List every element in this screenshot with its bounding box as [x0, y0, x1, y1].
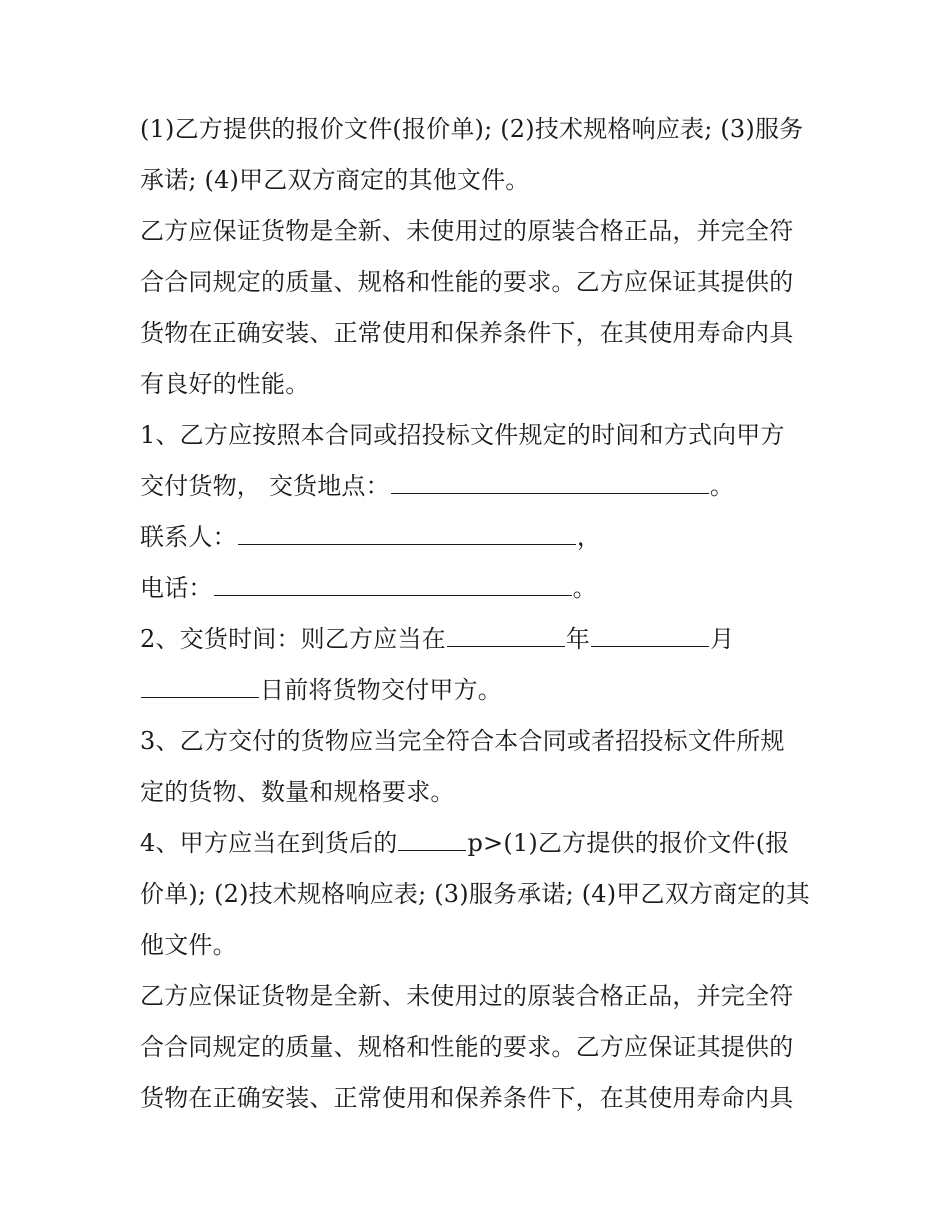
- text-line: 乙方应保证货物是全新、未使用过的原装合格正品，并完全符: [140, 982, 794, 1010]
- text-line: 有良好的性能。: [140, 370, 310, 398]
- punctuation: 。: [572, 574, 597, 602]
- year-blank[interactable]: [447, 618, 565, 647]
- month-label: 月: [710, 625, 735, 653]
- text-line: 合合同规定的质量、规格和性能的要求。乙方应保证其提供的: [140, 268, 794, 296]
- text-line: (1)乙方提供的报价文件(报价单); (2)技术规格响应表; (3)服务: [140, 115, 804, 143]
- delivery-time-line: [140, 614, 830, 665]
- delivery-location-blank[interactable]: [391, 465, 709, 494]
- text-line: 货物在正确安装、正常使用和保养条件下，在其使用寿命内具: [140, 1084, 794, 1112]
- text-line: 承诺; (4)甲乙双方商定的其他文件。: [140, 166, 530, 194]
- contact-person-blank[interactable]: [238, 516, 576, 545]
- text-line: 1、乙方应按照本合同或招投标文件规定的时间和方式向甲方: [140, 421, 785, 449]
- phone-blank[interactable]: [214, 567, 572, 596]
- text-line: 合合同规定的质量、规格和性能的要求。乙方应保证其提供的: [140, 1033, 794, 1061]
- inspection-line: [140, 818, 830, 869]
- inspection-label: 4、甲方应当在到货后的: [140, 829, 398, 857]
- document-body: [140, 104, 830, 1124]
- text-line: 价单); (2)技术规格响应表; (3)服务承诺; (4)甲乙双方商定的其: [140, 880, 810, 908]
- delivery-location-label: 交付货物， 交货地点：: [140, 472, 390, 500]
- inspection-days-blank[interactable]: [398, 822, 466, 851]
- phone-label: 电话：: [140, 574, 213, 602]
- day-label: 日前将货物交付甲方。: [260, 676, 502, 704]
- delivery-date-line: [140, 665, 830, 716]
- contact-person-line: [140, 512, 830, 563]
- contact-person-label: 联系人：: [140, 523, 237, 551]
- punctuation: ，: [576, 523, 602, 551]
- delivery-time-label: 2、交货时间：则乙方应当在: [140, 625, 446, 653]
- phone-line: [140, 563, 830, 614]
- year-label: 年: [565, 625, 591, 653]
- text-line: 3、乙方交付的货物应当完全符合本合同或者招投标文件所规: [140, 727, 785, 755]
- day-blank[interactable]: [141, 669, 259, 698]
- text-line: 他文件。: [140, 931, 237, 959]
- text-line: 定的货物、数量和规格要求。: [140, 778, 455, 806]
- delivery-location-line: [140, 461, 830, 512]
- month-blank[interactable]: [591, 618, 709, 647]
- inspection-text: p>(1)乙方提供的报价文件(报: [467, 829, 790, 857]
- text-line: 货物在正确安装、正常使用和保养条件下，在其使用寿命内具: [140, 319, 794, 347]
- text-line: 乙方应保证货物是全新、未使用过的原装合格正品，并完全符: [140, 217, 794, 245]
- punctuation: 。: [709, 472, 735, 500]
